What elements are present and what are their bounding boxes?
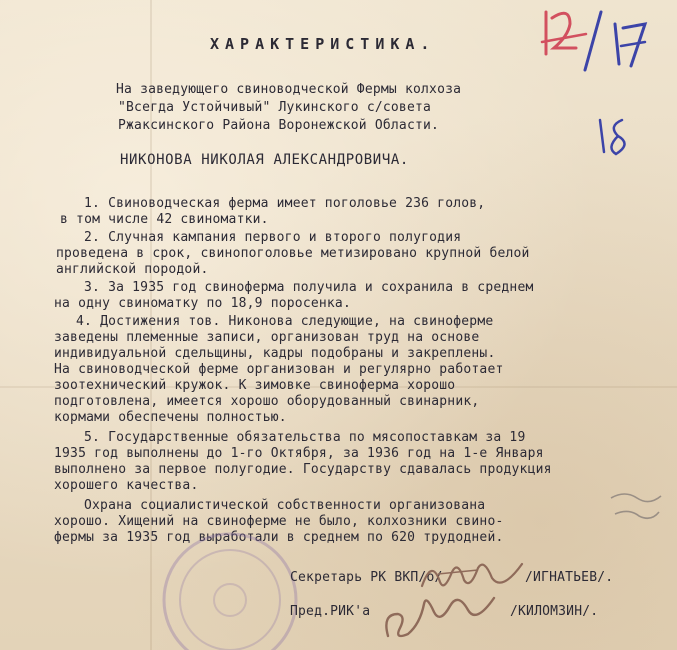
body-line: Охрана социалистической собственности организована <box>84 498 486 513</box>
body-line: кормами обеспечены полностью. <box>54 410 287 425</box>
body-line: фермы за 1935 год выработали в среднем по 620 трудодней. <box>54 530 504 545</box>
body-line: 5. Государственные обязательства по мясопоставкам за 19 <box>84 430 526 445</box>
blue-archive-number <box>575 8 655 78</box>
header-line-1: На заведующего свиноводческой Фермы колхоза <box>116 82 462 97</box>
chairman-role: Пред.РИК'а <box>290 604 371 619</box>
chairman-name: /КИЛОМЗИН/. <box>510 604 599 619</box>
body-line: индивидуальной сдельщины, кадры подобраны и закреплены. <box>54 346 496 361</box>
body-line: хорошо. Хищений на свиноферме не было, колхозники свино- <box>54 514 504 529</box>
body-line: хорошего качества. <box>54 478 199 493</box>
secretary-name: /ИГНАТЬЕВ/. <box>525 570 614 585</box>
document-title: ХАРАКТЕРИСТИКА. <box>210 35 436 53</box>
body-line: зоотехнический кружок. К зимовке свиноферма хорошо <box>54 378 456 393</box>
header-line-2: "Всегда Устойчивый" Лукинского с/совета <box>118 100 432 115</box>
body-line: подготовлена, имеется хорошо оборудованный свинарник, <box>54 394 480 409</box>
body-line: в том числе 42 свиноматки. <box>60 212 269 227</box>
body-line: 3. За 1935 год свиноферма получила и сохранила в среднем <box>84 280 534 295</box>
secretary-role: Секретарь РК ВКП/б/ <box>290 570 443 585</box>
chairman-signature <box>380 584 500 646</box>
round-seal-stamp <box>150 520 310 650</box>
margin-pencil-marks <box>605 488 665 528</box>
body-line: английской породой. <box>56 262 209 277</box>
header-line-3: Ржаксинского Района Воронежской Области. <box>118 118 440 133</box>
body-line: выполнено за первое полугодие. Государству сдавалась продукция <box>54 462 552 477</box>
blue-margin-note <box>592 112 642 162</box>
body-line: 4. Достижения тов. Никонова следующие, на свиноферме <box>76 314 494 329</box>
body-line: на одну свиноматку по 18,9 поросенка. <box>54 296 351 311</box>
body-line: 1. Свиноводческая ферма имеет поголовье 236 голов, <box>84 196 486 211</box>
body-line: 2. Случная кампания первого и второго полугодия <box>84 230 462 245</box>
body-line: 1935 год выполнены до 1-го Октября, за 1936 год на 1-е Января <box>54 446 544 461</box>
body-line: заведены племенные записи, организован труд на основе <box>54 330 480 345</box>
body-line: проведена в срок, свинопоголовье метизировано крупной белой <box>56 246 530 261</box>
person-name: НИКОНОВА НИКОЛАЯ АЛЕКСАНДРОВИЧА. <box>120 152 409 168</box>
body-line: На свиноводческой ферме организован и регулярно работает <box>54 362 504 377</box>
